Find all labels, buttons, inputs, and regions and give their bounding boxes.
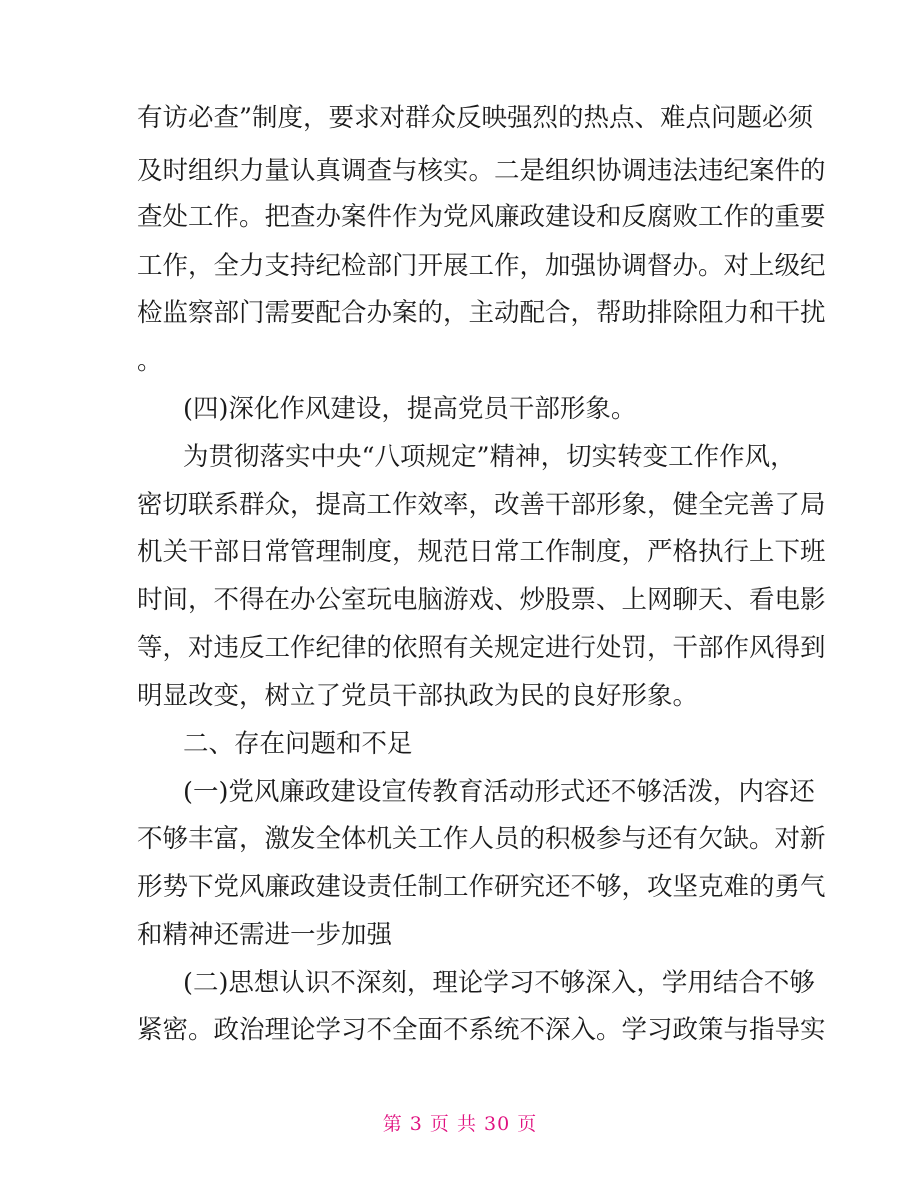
section-heading: (四)深化作风建设，提高党员干部形象。	[183, 394, 637, 424]
body-line: 查处工作。把查办案件作为党风廉政建设和反腐败工作的重要	[137, 202, 826, 232]
paragraph-first-line: 为贯彻落实中央“八项规定”精神，切实转变工作作风，	[183, 442, 796, 472]
body-line: 有访必查”制度，要求对群众反映强烈的热点、难点问题必须	[137, 103, 814, 133]
body-line: 紧密。政治理论学习不全面不系统不深入。学习政策与指导实	[137, 1015, 826, 1045]
paragraph-first-line: (二)思想认识不深刻，理论学习不够深入，学用结合不够	[183, 968, 815, 998]
section-heading: 二、存在问题和不足	[183, 729, 413, 759]
footer-middle: 页 共	[429, 1113, 477, 1135]
total-pages-number: 30	[484, 1113, 511, 1135]
body-line: 密切联系群众，提高工作效率，改善干部形象，健全完善了局	[137, 490, 826, 520]
body-line: 。	[137, 346, 163, 376]
footer-suffix: 页	[517, 1113, 538, 1135]
body-line: 时间，不得在办公室玩电脑游戏、炒股票、上网聊天、看电影	[137, 585, 826, 615]
page-footer	[0, 1110, 920, 1138]
body-line: 工作，全力支持纪检部门开展工作，加强协调督办。对上级纪	[137, 251, 826, 281]
body-line: 及时组织力量认真调查与核实。二是组织协调违法违纪案件的	[137, 156, 826, 186]
paragraph-first-line: (一)党风廉政建设宣传教育活动形式还不够活泼，内容还	[183, 777, 815, 807]
body-line: 和精神还需进一步加强	[137, 920, 393, 950]
body-line: 形势下党风廉政建设责任制工作研究还不够，攻坚克难的勇气	[137, 872, 826, 902]
current-page-number: 3	[409, 1113, 423, 1135]
body-line: 明显改变，树立了党员干部执政为民的良好形象。	[137, 681, 699, 711]
body-line: 等，对违反工作纪律的依照有关规定进行处罚，干部作风得到	[137, 633, 826, 663]
body-line: 不够丰富，激发全体机关工作人员的积极参与还有欠缺。对新	[137, 824, 826, 854]
footer-prefix: 第	[382, 1113, 403, 1135]
body-line: 检监察部门需要配合办案的，主动配合，帮助排除阻力和干扰	[137, 298, 826, 328]
body-line: 机关干部日常管理制度，规范日常工作制度，严格执行上下班	[137, 537, 826, 567]
